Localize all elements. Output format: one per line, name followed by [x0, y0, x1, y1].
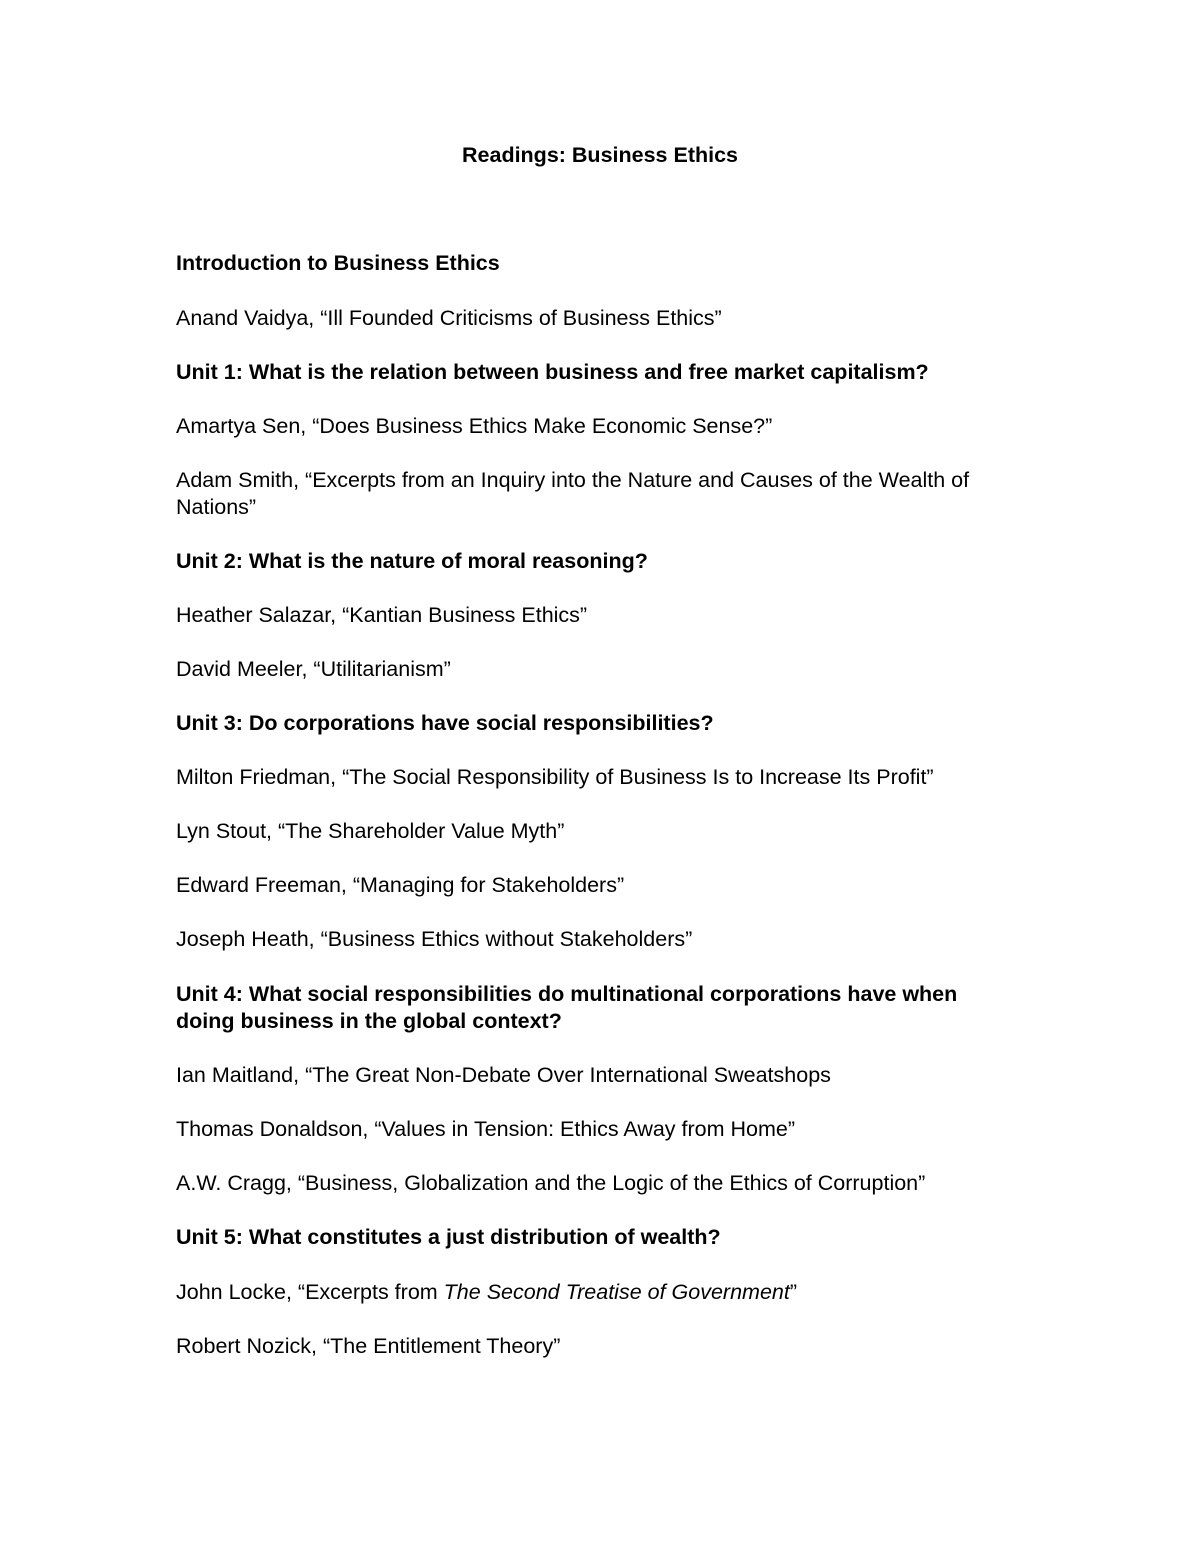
section-heading-unit4: Unit 4: What social responsibilities do multinational corporations have when doing business in the global context?	[176, 982, 958, 1033]
reading-smith: Adam Smith, “Excerpts from an Inquiry into the Nature and Causes of the Wealth of Nations”	[176, 468, 970, 519]
reading-salazar: Heather Salazar, “Kantian Business Ethics”	[176, 603, 588, 627]
reading-maitland: Ian Maitland, “The Great Non-Debate Over International Sweatshops	[176, 1063, 831, 1087]
section-heading-intro: Introduction to Business Ethics	[176, 251, 500, 275]
section-heading-unit3: Unit 3: Do corporations have social responsibilities?	[176, 711, 714, 735]
reading-donaldson: Thomas Donaldson, “Values in Tension: Ethics Away from Home”	[176, 1117, 796, 1141]
section-heading-unit2: Unit 2: What is the nature of moral reasoning?	[176, 549, 648, 573]
section-heading-unit1: Unit 1: What is the relation between business and free market capitalism?	[176, 360, 929, 384]
reading-locke-prefix: John Locke, “Excerpts from	[176, 1280, 444, 1304]
reading-locke-suffix: ”	[789, 1280, 798, 1304]
reading-vaidya: Anand Vaidya, “Ill Founded Criticisms of Business Ethics”	[176, 306, 722, 330]
section-heading-unit5: Unit 5: What constitutes a just distribution of wealth?	[176, 1225, 721, 1249]
reading-meeler: David Meeler, “Utilitarianism”	[176, 657, 451, 681]
reading-sen: Amartya Sen, “Does Business Ethics Make Economic Sense?”	[176, 414, 773, 438]
reading-friedman: Milton Friedman, “The Social Responsibility of Business Is to Increase Its Profit”	[176, 765, 934, 789]
reading-freeman: Edward Freeman, “Managing for Stakeholders”	[176, 873, 625, 897]
reading-cragg: A.W. Cragg, “Business, Globalization and the Logic of the Ethics of Corruption”	[176, 1171, 926, 1195]
reading-stout: Lyn Stout, “The Shareholder Value Myth”	[176, 819, 565, 843]
reading-locke	[176, 1279, 1036, 1306]
reading-nozick: Robert Nozick, “The Entitlement Theory”	[176, 1334, 561, 1358]
document-title: Readings: Business Ethics	[462, 143, 738, 167]
reading-locke-book-title: The Second Treatise of Government	[443, 1280, 790, 1304]
reading-heath: Joseph Heath, “Business Ethics without Stakeholders”	[176, 927, 693, 951]
